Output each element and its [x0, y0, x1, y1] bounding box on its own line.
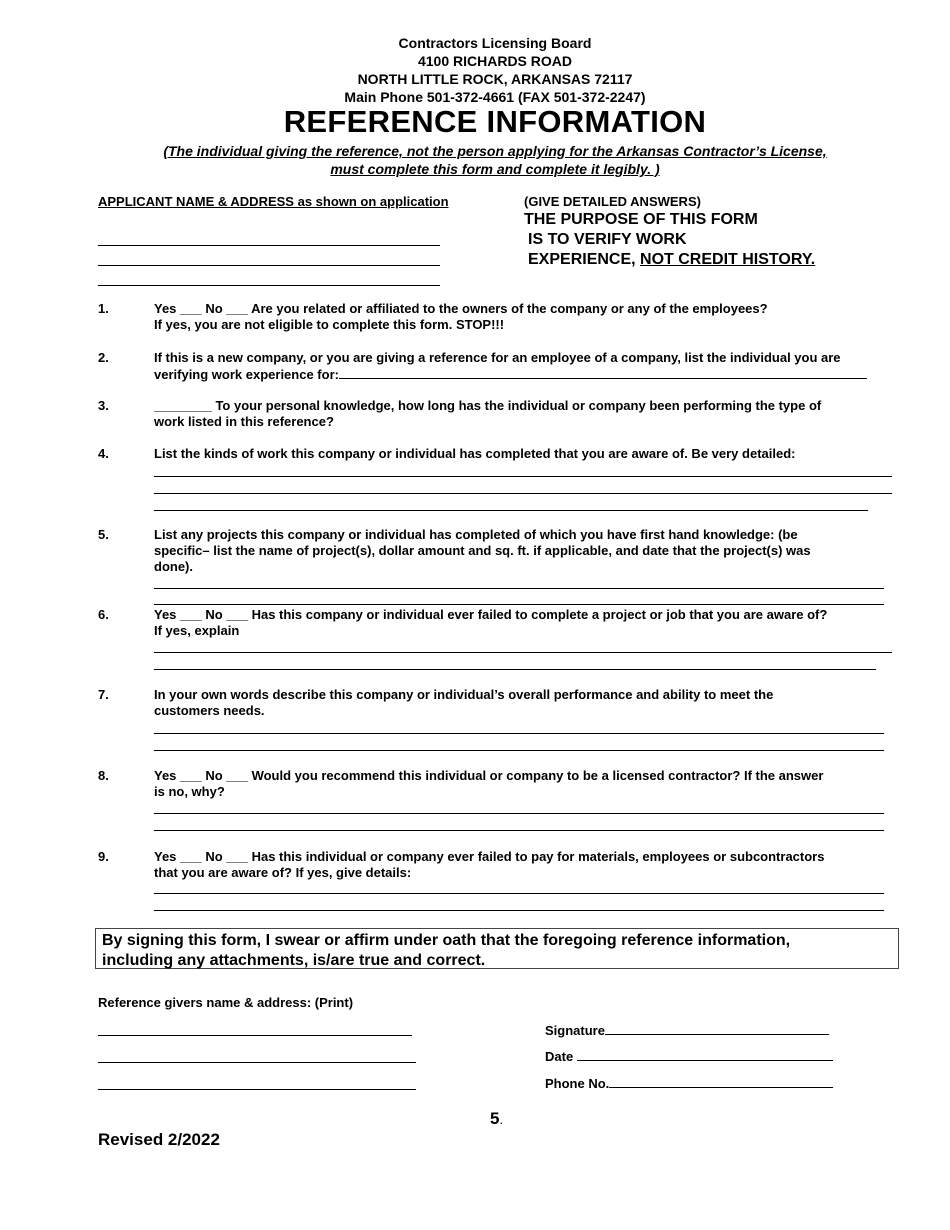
instruction-note-line1: (The individual giving the reference, not the person applying for the Arkansas Contractor’s License,	[163, 143, 827, 159]
oath-box	[95, 928, 899, 969]
question-2-number: 2.	[98, 350, 109, 365]
phone-line[interactable]	[609, 1075, 833, 1088]
question-7-answer-line-1[interactable]	[154, 733, 884, 734]
question-3-text2: work listed in this reference?	[154, 414, 334, 429]
reference-giver-line-2[interactable]	[98, 1062, 416, 1063]
question-5-number: 5.	[98, 527, 109, 542]
signature-field	[545, 1022, 829, 1039]
question-8-text: Yes ___ No ___ Would you recommend this individual or company to be a licensed contractor? If the answer	[154, 768, 824, 783]
board-city: NORTH LITTLE ROCK, ARKANSAS 72117	[357, 71, 633, 87]
question-5-text3: done).	[154, 559, 193, 574]
question-1-text2: If yes, you are not eligible to complete this form. STOP!!!	[154, 317, 505, 332]
give-detailed-answers: (GIVE DETAILED ANSWERS)	[524, 194, 701, 209]
applicant-line-3[interactable]	[98, 285, 440, 286]
question-4-text: List the kinds of work this company or individual has completed that you are aware of. Be very detailed:	[154, 446, 796, 461]
question-1-number: 1.	[98, 301, 109, 316]
question-4-number: 4.	[98, 446, 109, 461]
applicant-line-1[interactable]	[98, 245, 440, 246]
question-7-number: 7.	[98, 687, 109, 702]
question-9-answer-line-1[interactable]	[154, 893, 884, 894]
question-2-text: If this is a new company, or you are giving a reference for an employee of a company, list the individual you are	[154, 350, 841, 365]
oath-line2: including any attachments, is/are true and correct.	[102, 952, 486, 969]
applicant-label: APPLICANT NAME & ADDRESS as shown on application	[98, 194, 449, 209]
question-5-text: List any projects this company or individual has completed of which you have first hand knowledge: (be	[154, 527, 798, 542]
page-number: 5	[490, 1109, 500, 1128]
question-4-answer-line-3[interactable]	[154, 510, 868, 511]
question-9-text: Yes ___ No ___ Has this individual or company ever failed to pay for materials, employees or subcontractors	[154, 849, 825, 864]
page-title: REFERENCE INFORMATION	[283, 104, 707, 139]
purpose-line1: THE PURPOSE OF THIS FORM	[524, 211, 758, 228]
question-7-text2: customers needs.	[154, 703, 265, 718]
question-6-number: 6.	[98, 607, 109, 622]
board-name: Contractors Licensing Board	[398, 35, 592, 51]
question-5-answer-line-2[interactable]	[154, 604, 884, 605]
date-field	[545, 1048, 833, 1065]
question-5-text2: specific– list the name of project(s), dollar amount and sq. ft. if applicable, and date that the project(s) was	[154, 543, 811, 558]
question-8-answer-line-2[interactable]	[154, 830, 884, 831]
applicant-line-2[interactable]	[98, 265, 440, 266]
question-4-answer-line-2[interactable]	[154, 493, 892, 494]
purpose-line3	[528, 250, 815, 270]
reference-giver-label: Reference givers name & address: (Print)	[98, 995, 354, 1010]
purpose-line2: IS TO VERIFY WORK	[528, 231, 687, 248]
question-6-answer-line-2[interactable]	[154, 669, 876, 670]
signature-label: Signature	[545, 1023, 605, 1038]
oath-line1: By signing this form, I swear or affirm under oath that the foregoing reference information,	[102, 932, 791, 949]
question-6-text2: If yes, explain	[154, 623, 240, 638]
question-2-answer-line[interactable]	[339, 366, 867, 379]
page-number-dot: .	[499, 1112, 504, 1127]
reference-giver-line-3[interactable]	[98, 1089, 416, 1090]
question-2-line	[154, 366, 899, 383]
question-3-text: ________ To your personal knowledge, how long has the individual or company been performing the type of	[154, 398, 822, 413]
question-9-number: 9.	[98, 849, 109, 864]
question-1-text: Yes ___ No ___ Are you related or affiliated to the owners of the company or any of the employees?	[154, 301, 768, 316]
question-8-answer-line-1[interactable]	[154, 813, 884, 814]
instruction-note-line2: must complete this form and complete it legibly. )	[330, 161, 660, 177]
revised-date: Revised 2/2022	[98, 1130, 220, 1149]
purpose-line3-lead: EXPERIENCE,	[528, 251, 641, 268]
question-5-answer-line-1[interactable]	[154, 588, 884, 589]
question-6-text: Yes ___ No ___ Has this company or individual ever failed to complete a project or job that you are aware of?	[154, 607, 828, 622]
reference-giver-line-1[interactable]	[98, 1035, 412, 1036]
date-label: Date	[545, 1049, 577, 1064]
board-street: 4100 RICHARDS ROAD	[417, 53, 573, 69]
question-9-text2: that you are aware of? If yes, give details:	[154, 865, 412, 880]
question-9-answer-line-2[interactable]	[154, 910, 884, 911]
question-8-number: 8.	[98, 768, 109, 783]
question-6-answer-line-1[interactable]	[154, 652, 892, 653]
question-4-answer-line-1[interactable]	[154, 476, 892, 477]
question-7-answer-line-2[interactable]	[154, 750, 884, 751]
question-8-text2: is no, why?	[154, 784, 225, 799]
board-phone: Main Phone 501-372-4661 (FAX 501-372-2247)	[344, 89, 646, 105]
signature-line[interactable]	[605, 1022, 829, 1035]
page-number-wrap	[490, 1109, 503, 1129]
date-line[interactable]	[577, 1048, 833, 1061]
purpose-line3-emphasis: NOT CREDIT HISTORY.	[640, 251, 816, 268]
question-2-text2: verifying work experience for:	[154, 367, 339, 382]
phone-field	[545, 1075, 833, 1092]
phone-label: Phone No.	[545, 1076, 610, 1091]
question-7-text: In your own words describe this company or individual’s overall performance and ability to meet the	[154, 687, 774, 702]
question-3-number: 3.	[98, 398, 109, 413]
